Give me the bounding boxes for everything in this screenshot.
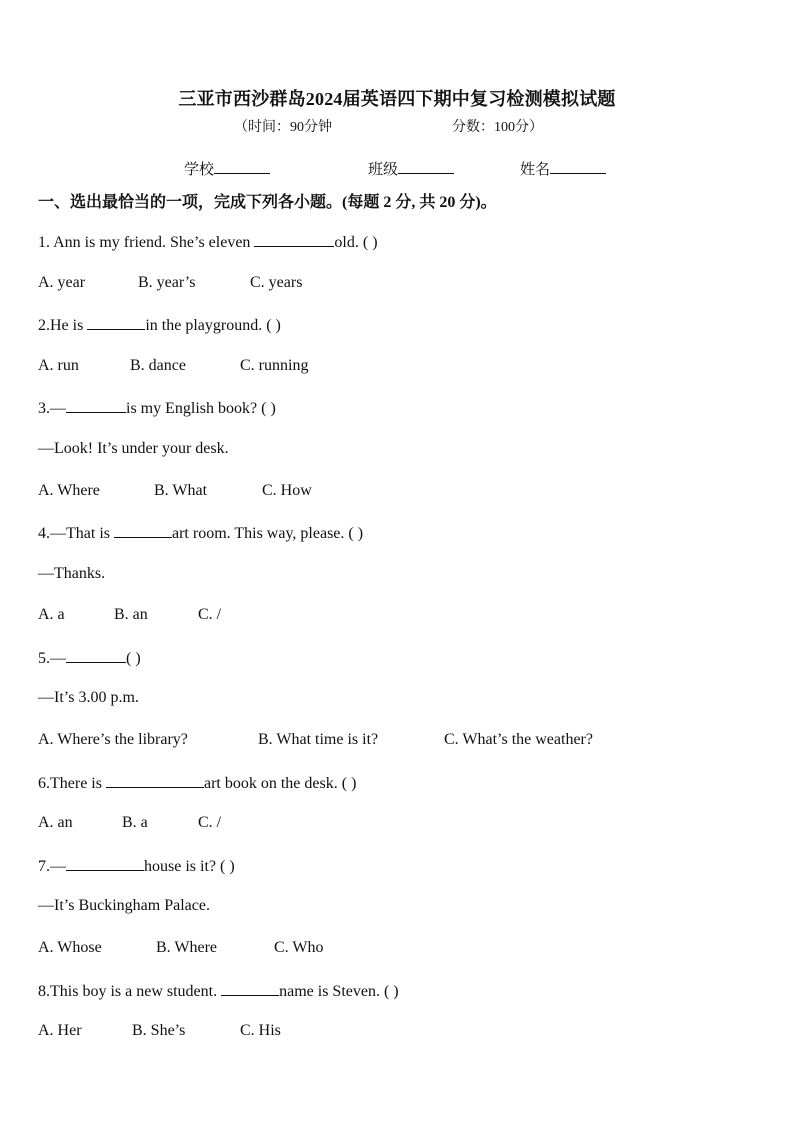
answer-blank[interactable] [114,523,172,538]
exam-time: （时间：90分钟 [234,120,332,135]
option-c[interactable]: C. What’s the weather? [444,731,593,748]
option-a[interactable]: A. Her [38,1022,82,1039]
exam-meta [0,116,794,136]
school-field [184,158,270,179]
answer-blank[interactable] [221,981,279,996]
option-c[interactable]: C. Who [274,939,324,956]
option-a[interactable]: A. an [38,814,73,831]
option-a[interactable]: A. Where [38,482,100,499]
option-a[interactable]: A. a [38,606,65,623]
question-stem: 3.— [38,400,66,417]
question-2 [38,315,281,335]
question-stem: 4.—That is [38,525,114,542]
option-b[interactable]: B. Where [156,939,218,956]
answer-blank[interactable] [87,315,145,330]
option-b[interactable]: B. dance [130,357,186,374]
reply-4: —Thanks. [38,565,106,582]
option-c[interactable]: C. / [198,814,222,831]
option-a[interactable]: A. year [38,274,86,291]
answer-blank[interactable] [254,232,334,247]
option-b[interactable]: B. She’s [132,1022,186,1039]
question-stem-end: house is it? ( ) [144,858,235,875]
question-stem: 1. Ann is my friend. She’s eleven [38,234,255,251]
question-stem-end: art book on the desk. ( ) [203,775,357,792]
reply-5: —It’s 3.00 p.m. [38,689,139,706]
option-b[interactable]: B. an [114,606,148,623]
question-stem: 2.He is [38,317,88,334]
option-b[interactable]: B. year’s [138,274,196,291]
reply-7: —It’s Buckingham Palace. [38,897,210,914]
question-stem: 5.— [38,650,66,667]
name-field [520,158,606,179]
question-stem: 7.— [38,858,66,875]
option-c[interactable]: C. / [198,606,222,623]
question-stem-end: name is Steven. ( ) [279,983,399,1000]
class-field [368,158,454,179]
class-blank[interactable] [398,158,454,174]
school-label: 学校 [184,162,215,178]
question-8 [38,981,399,1001]
option-b[interactable]: B. What time is it? [258,731,379,748]
question-stem-end: in the playground. ( ) [145,317,281,334]
question-stem-end: is my English book? ( ) [126,400,276,417]
question-1 [38,232,378,252]
name-label: 姓名 [520,162,551,178]
student-info [0,158,794,180]
answer-blank[interactable] [66,648,126,663]
option-c[interactable]: C. His [240,1022,281,1039]
option-c[interactable]: C. years [250,274,303,291]
option-c[interactable]: C. running [240,357,309,374]
option-b[interactable]: B. What [154,482,208,499]
question-stem: 8.This boy is a new student. [38,983,222,1000]
name-blank[interactable] [550,158,606,174]
answer-blank[interactable] [66,398,126,413]
school-blank[interactable] [214,158,270,174]
option-a[interactable]: A. run [38,357,79,374]
option-a[interactable]: A. Where’s the library? [38,731,188,748]
question-stem: 6.There is [38,775,106,792]
exam-score: 分数：100分） [452,120,543,135]
question-5 [38,648,141,668]
class-label: 班级 [368,162,399,178]
answer-blank[interactable] [66,856,144,871]
reply-3: —Look! It’s under your desk. [38,440,229,457]
question-7 [38,856,235,876]
question-3 [38,398,276,418]
option-a[interactable]: A. Whose [38,939,102,956]
question-4 [38,523,363,543]
page-title: 三亚市西沙群岛2024届英语四下期中复习检测模拟试题 [178,89,616,109]
question-6 [38,773,356,793]
question-stem-end: old. ( ) [334,234,378,251]
option-b[interactable]: B. a [122,814,148,831]
question-stem-end: ( ) [126,650,141,667]
section-heading: 一、选出最恰当的一项，完成下列各小题。(每题 2 分, 共 20 分)。 [38,194,497,211]
option-c[interactable]: C. How [262,482,312,499]
answer-blank[interactable] [106,773,204,788]
question-stem-end: art room. This way, please. ( ) [172,525,364,542]
